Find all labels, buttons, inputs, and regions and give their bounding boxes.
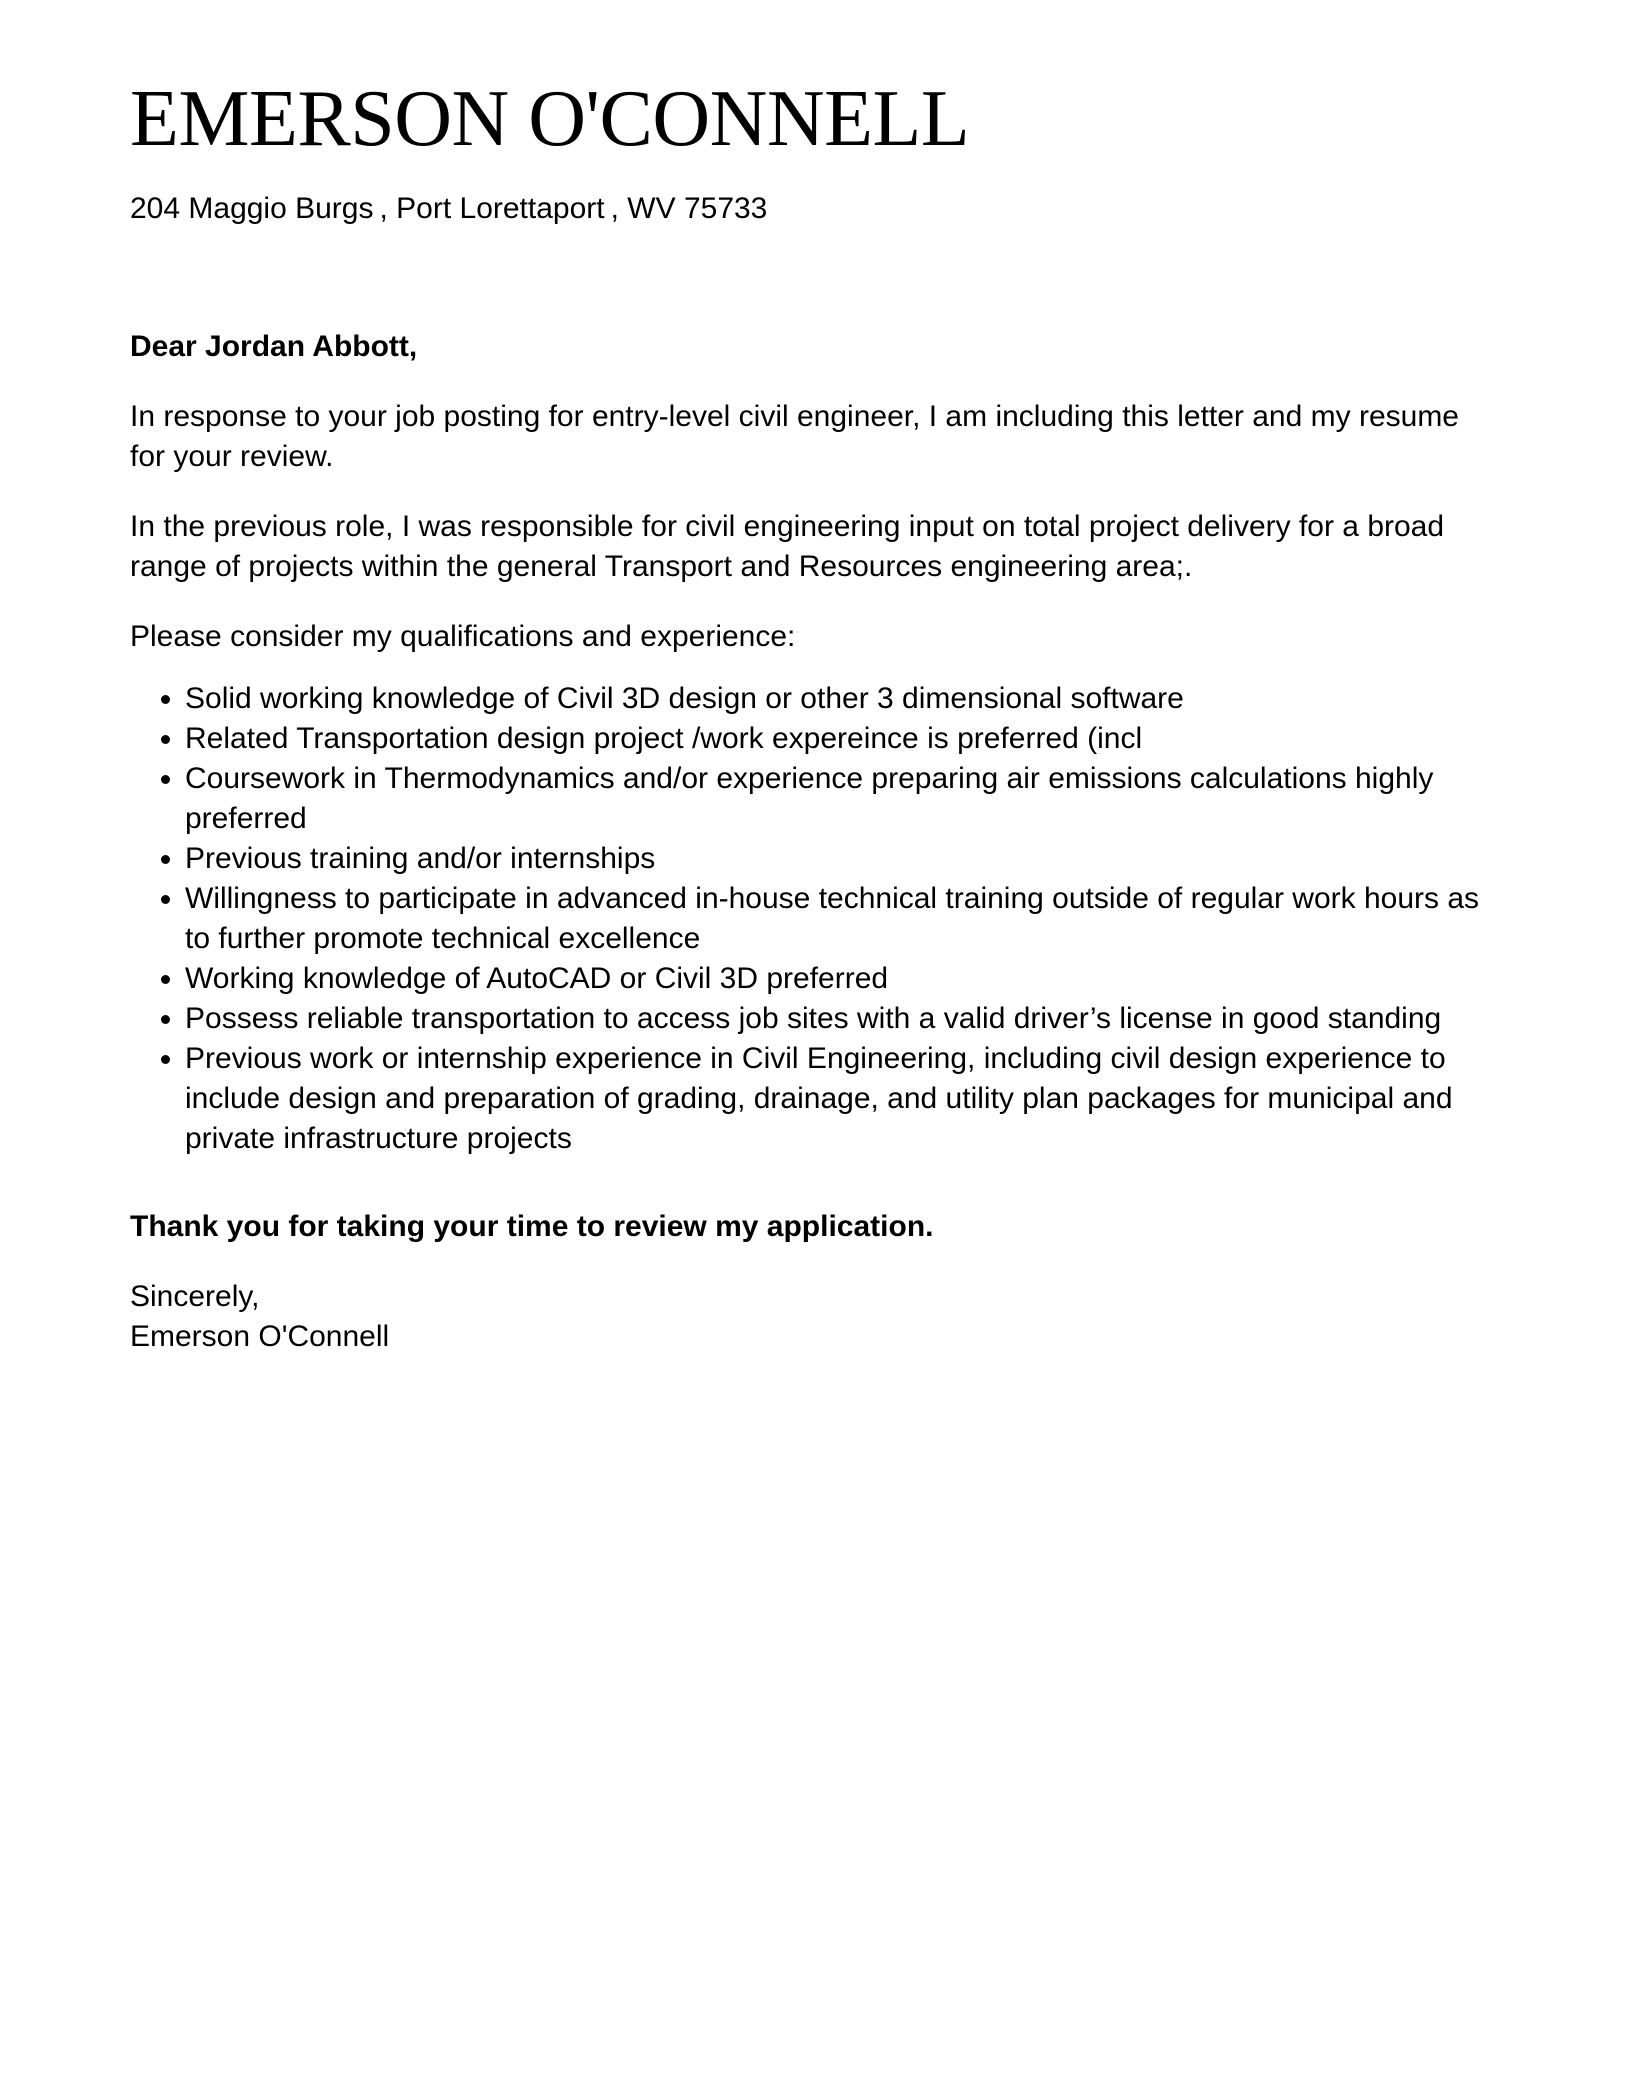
intro-paragraph: In response to your job posting for entry-level civil engineer, I am including this letter and my resume for your review. — [130, 400, 1459, 473]
qualification-item: • Coursework in Thermodynamics and/or experience preparing air emissions calculations highly preferred — [185, 759, 1495, 839]
signoff: Sincerely, — [130, 1280, 260, 1313]
qualification-item: • Solid working knowledge of Civil 3D design or other 3 dimensional software — [185, 679, 1495, 719]
applicant-address: 204 Maggio Burgs , Port Lorettaport , WV 75733 — [130, 192, 768, 225]
closing-line: Thank you for taking your time to review my application. — [130, 1210, 934, 1243]
salutation: Dear Jordan Abbott, — [130, 330, 418, 363]
qualification-item: • Previous work or internship experience in Civil Engineering, including civil design experience to include design and preparation of grading, drainage, and utility plan packages for municipal and private infrastructure projects — [185, 1039, 1495, 1159]
qualifications-intro: Please consider my qualifications and experience: — [130, 620, 796, 653]
qualification-item: • Working knowledge of AutoCAD or Civil 3D preferred — [185, 959, 1495, 999]
experience-paragraph: In the previous role, I was responsible for civil engineering input on total project delivery for a broad range of projects within the general Transport and Resources engineering area;. — [130, 510, 1445, 583]
qualification-item: • Related Transportation design project /work expereince is preferred (incl — [185, 719, 1495, 759]
signature-name: Emerson O'Connell — [130, 1320, 390, 1353]
qualification-item: • Previous training and/or internships — [185, 839, 1495, 879]
qualifications-list — [130, 679, 1495, 1159]
qualification-item: • Willingness to participate in advanced in-house technical training outside of regular work hours as to further promote technical excellence — [185, 879, 1495, 959]
qualification-item: • Possess reliable transportation to access job sites with a valid driver’s license in good standing — [185, 999, 1495, 1039]
applicant-name-heading: EMERSON O'CONNELL — [130, 75, 970, 163]
